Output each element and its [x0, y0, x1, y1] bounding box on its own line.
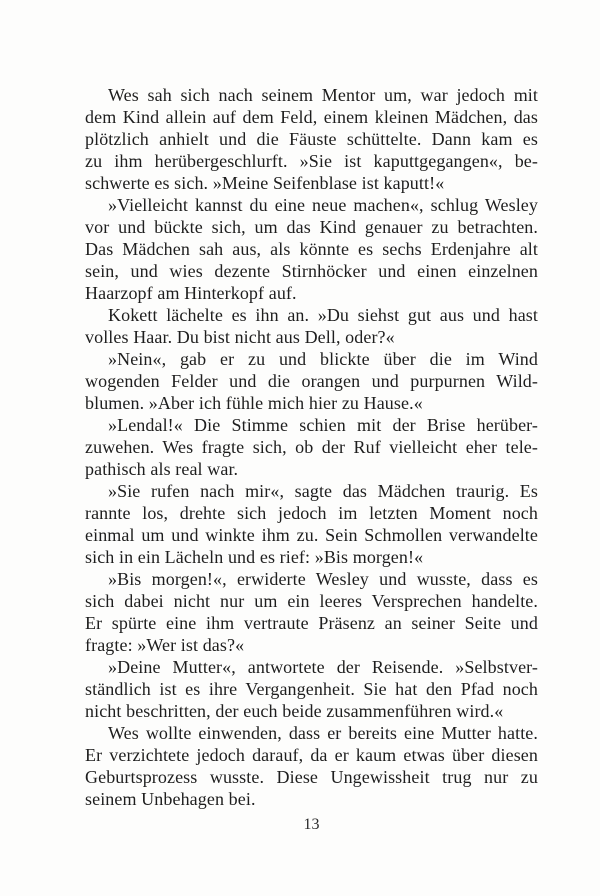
text-line: fragte: »Wer ist das?«: [85, 635, 245, 655]
text-line: sein, und wies dezente Stirnhöcker und einen einzelnen: [85, 261, 538, 281]
text-line: plötzlich anhielt und die Fäuste schüttelte. Dann kam es: [85, 129, 538, 149]
text-line: »Nein«, gab er zu und blickte über die im Wind: [108, 349, 538, 369]
text-line: seinem Unbehagen bei.: [85, 789, 256, 809]
text-line: volles Haar. Du bist nicht aus Dell, oder?«: [85, 327, 395, 347]
paragraph: [85, 194, 538, 304]
paragraph: [85, 480, 538, 568]
text-line: einmal um und winkte ihm zu. Sein Schmollen verwandelte: [85, 525, 538, 545]
text-line: »Deine Mutter«, antwortete der Reisende. »Selbstver-: [108, 657, 538, 677]
paragraph: [85, 568, 538, 656]
text-line: »Bis morgen!«, erwiderte Wesley und wusste, dass es: [108, 569, 538, 589]
text-block: [85, 84, 538, 810]
text-line: »Lendal!« Die Stimme schien mit der Brise herüber-: [108, 415, 538, 435]
paragraph: [85, 722, 538, 810]
text-line: Wes wollte einwenden, dass er bereits eine Mutter hatte.: [108, 723, 538, 743]
page-number: 13: [303, 816, 320, 833]
text-line: pathisch als real war.: [85, 459, 239, 479]
text-line: schwerte es sich. »Meine Seifenblase ist kaputt!«: [85, 173, 445, 193]
text-line: »Vielleicht kannst du eine neue machen«, schlug Wesley: [108, 195, 538, 215]
text-line: sich dabei nicht nur um ein leeres Versprechen handelte.: [85, 591, 538, 611]
text-line: rannte los, drehte sich jedoch im letzten Moment noch: [85, 503, 538, 523]
text-line: nicht beschritten, der euch beide zusammenführen wird.«: [85, 701, 504, 721]
text-line: wogenden Felder und die orangen und purpurnen Wild-: [85, 371, 538, 391]
paragraph: [85, 84, 538, 194]
text-line: Haarzopf am Hinterkopf auf.: [85, 283, 297, 303]
text-line: Das Mädchen sah aus, als könnte es sechs Erdenjahre alt: [85, 239, 538, 259]
text-line: zu ihm herübergeschlurft. »Sie ist kaputtgegangen«, be-: [85, 151, 538, 171]
text-line: vor und bückte sich, um das Kind genauer zu betrachten.: [85, 217, 538, 237]
text-line: dem Kind allein auf dem Feld, einem kleinen Mädchen, das: [85, 107, 538, 127]
text-line: Er spürte eine ihm vertraute Präsenz an seiner Seite und: [85, 613, 538, 633]
text-line: Kokett lächelte es ihn an. »Du siehst gut aus und hast: [108, 305, 538, 325]
text-line: ständlich ist es ihre Vergangenheit. Sie hat den Pfad noch: [85, 679, 538, 699]
text-line: Wes sah sich nach seinem Mentor um, war jedoch mit: [108, 85, 538, 105]
text-line: blumen. »Aber ich fühle mich hier zu Hause.«: [85, 393, 423, 413]
paragraph: [85, 414, 538, 480]
text-line: zuwehen. Wes fragte sich, ob der Ruf vielleicht eher tele-: [85, 437, 538, 457]
paragraph: [85, 656, 538, 722]
text-line: sich in ein Lächeln und es rief: »Bis morgen!«: [85, 547, 424, 567]
paragraph: [85, 348, 538, 414]
text-line: Geburtsprozess wusste. Diese Ungewissheit trug nur zu: [85, 767, 538, 787]
text-line: Er verzichtete jedoch darauf, da er kaum etwas über diesen: [85, 745, 538, 765]
paragraph: [85, 304, 538, 348]
text-line: »Sie rufen nach mir«, sagte das Mädchen traurig. Es: [108, 481, 538, 501]
